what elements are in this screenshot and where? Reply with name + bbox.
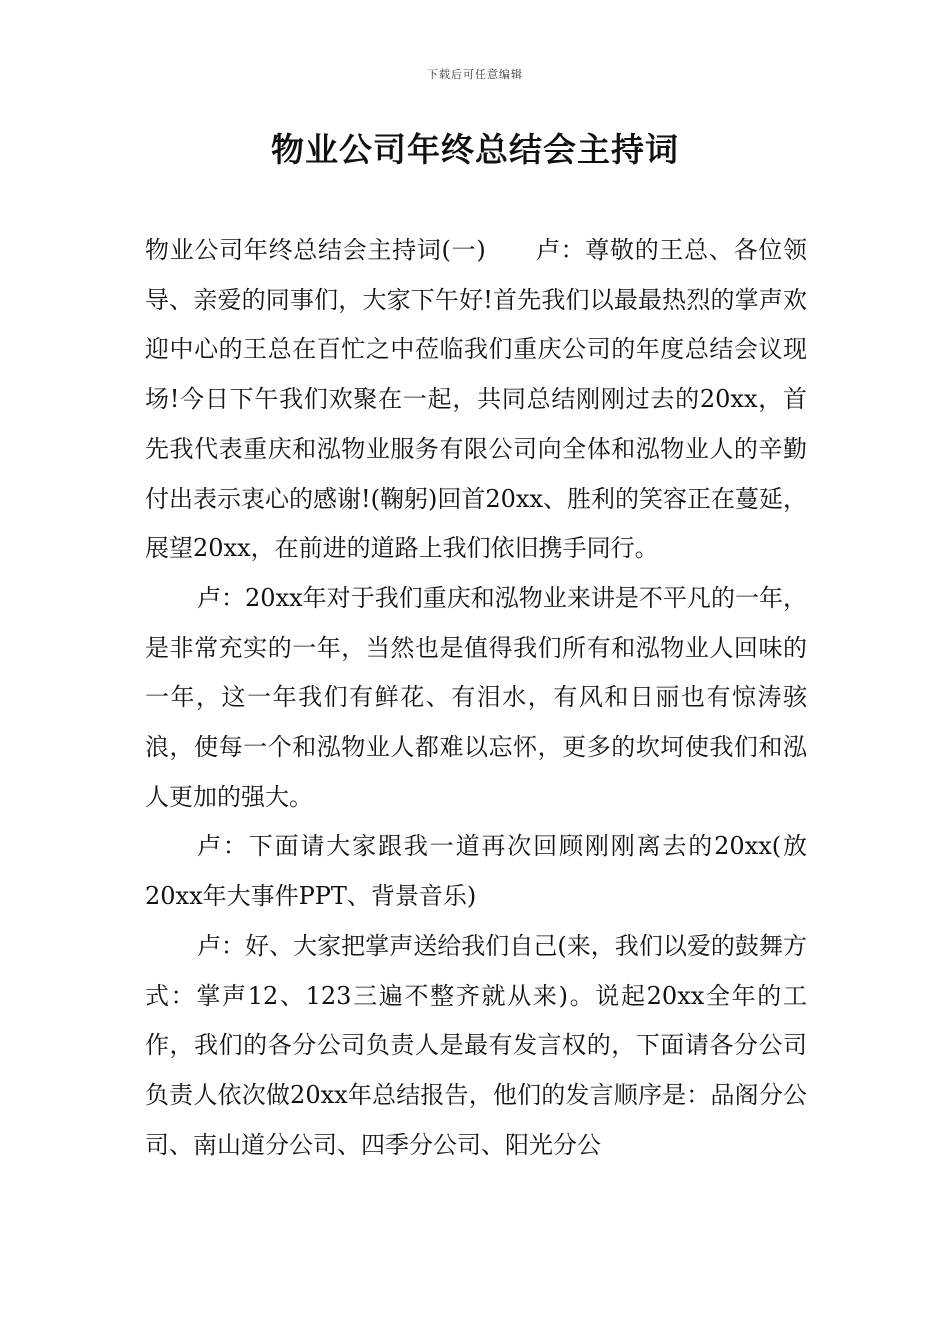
document-body xyxy=(145,226,807,1170)
paragraph-4: 卢：好、大家把掌声送给我们自己(来，我们以爱的鼓舞方式：掌声12、123三遍不整齐就从来)。说起20xx全年的工作，我们的各分公司负责人是最有发言权的，下面请各分公司负责人依次做20xx年总结报告，他们的发言顺序是：品阁分公司、南山道分公司、四季分公司、阳光分公 xyxy=(145,931,807,1159)
paragraph-2: 卢：20xx年对于我们重庆和泓物业来讲是不平凡的一年，是非常充实的一年，当然也是值得我们所有和泓物业人回味的一年，这一年我们有鲜花、有泪水，有风和日丽也有惊涛骇浪，使每一个和泓物业人都难以忘怀，更多的坎坷使我们和泓人更加的强大。 xyxy=(145,583,807,811)
header-note: 下载后可任意编辑 xyxy=(427,68,523,81)
document-title: 物业公司年终总结会主持词 xyxy=(271,130,679,169)
paragraph-3: 卢：下面请大家跟我一道再次回顾刚刚离去的20xx(放20xx年大事件PPT、背景音乐) xyxy=(145,832,807,911)
paragraph-1: 物业公司年终总结会主持词(一) 卢：尊敬的王总、各位领导、亲爱的同事们，大家下午好!首先我们以最最热烈的掌声欢迎中心的王总在百忙之中莅临我们重庆公司的年度总结会议现场!今日下午我们欢聚在一起，共同总结刚刚过去的20xx，首先我代表重庆和泓物业服务有限公司向全体和泓物业人的辛勤付出表示衷心的感谢!(鞠躬)回首20xx、胜利的笑容正在蔓延，展望20xx，在前进的道路上我们依旧携手同行。 xyxy=(145,236,807,563)
